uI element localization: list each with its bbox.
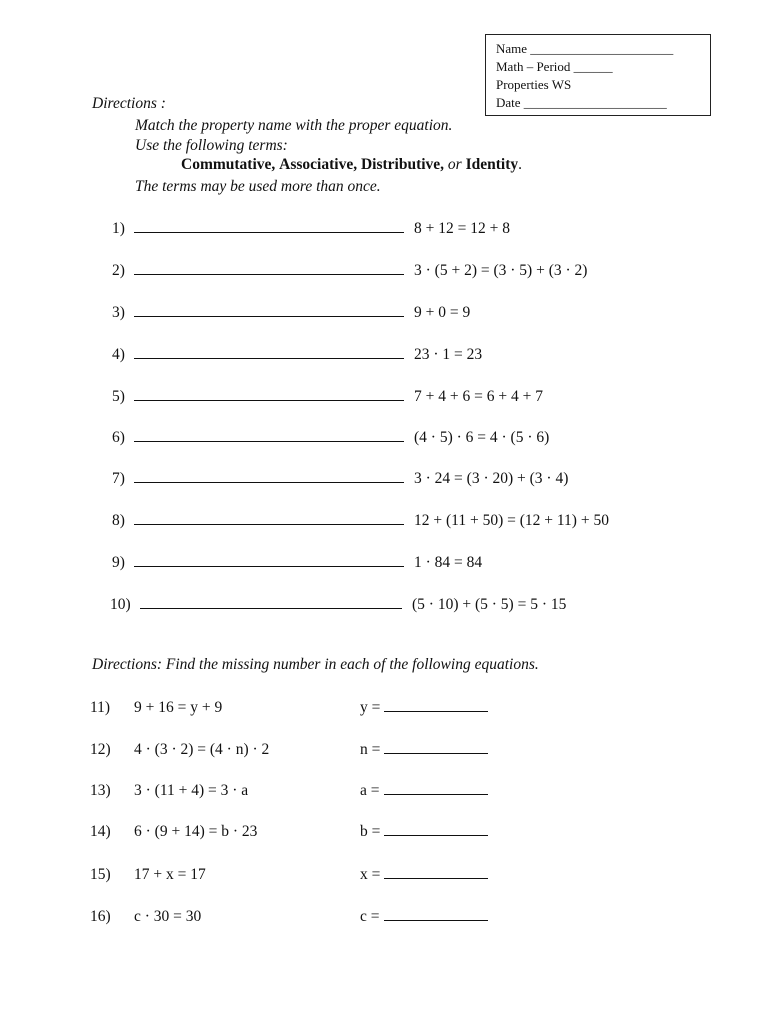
question-number: 13)	[90, 782, 111, 799]
question-row	[112, 388, 543, 406]
equation: 17 + x = 17	[134, 866, 206, 883]
answer-label: x =	[360, 866, 381, 883]
question-number: 12)	[90, 741, 111, 758]
missing-number-row	[90, 741, 488, 759]
header-box	[485, 34, 711, 116]
answer-blank[interactable]	[134, 220, 404, 233]
answer-blank[interactable]	[134, 262, 404, 275]
missing-number-row	[90, 823, 488, 841]
equation: c · 30 = 30	[134, 908, 202, 925]
equation: 3 · (11 + 4) = 3 · a	[134, 782, 249, 799]
question-number: 14)	[90, 823, 111, 840]
equation: 4 · (3 · 2) = (4 · n) · 2	[134, 741, 270, 758]
name-field[interactable]: Name ______________________	[496, 41, 674, 56]
question-number: 9)	[112, 554, 125, 571]
equation: 12 + (11 + 50) = (12 + 11) + 50	[414, 512, 609, 529]
terms-list	[181, 156, 522, 174]
question-number: 8)	[112, 512, 125, 529]
directions-2: Directions: Find the missing number in each of the following equations.	[92, 656, 539, 673]
question-number: 3)	[112, 304, 125, 321]
equation: 6 · (9 + 14) = b · 23	[134, 823, 258, 840]
equation: 9 + 16 = y + 9	[134, 699, 223, 716]
date-field[interactable]: Date ______________________	[496, 95, 667, 110]
answer-blank[interactable]	[384, 866, 488, 879]
question-number: 4)	[112, 346, 125, 363]
directions-line-4: The terms may be used more than once.	[135, 178, 381, 195]
answer-blank[interactable]	[134, 554, 404, 567]
equation: 1 · 84 = 84	[414, 554, 483, 571]
term-commutative: Commutative,	[181, 156, 276, 173]
question-number: 1)	[112, 220, 125, 237]
answer-blank[interactable]	[134, 304, 404, 317]
question-row	[112, 512, 609, 530]
answer-label: a =	[360, 782, 380, 799]
question-number: 11)	[90, 699, 111, 716]
answer-blank[interactable]	[140, 596, 402, 609]
term-or: or	[447, 156, 462, 173]
question-row	[112, 262, 587, 280]
term-identity: Identity	[465, 156, 519, 173]
answer-blank[interactable]	[134, 470, 404, 483]
question-row	[110, 596, 566, 614]
question-row	[112, 470, 568, 488]
equation: (4 · 5) · 6 = 4 · (5 · 6)	[414, 429, 550, 446]
equation: 3 · 24 = (3 · 20) + (3 · 4)	[414, 470, 569, 487]
missing-number-row	[90, 699, 488, 717]
equation: 9 + 0 = 9	[414, 304, 471, 321]
directions-label: Directions :	[92, 95, 166, 112]
missing-number-row	[90, 908, 488, 926]
term-associative: Associative,	[279, 156, 358, 173]
answer-label: b =	[360, 823, 381, 840]
question-number: 2)	[112, 262, 125, 279]
worksheet-title: Properties WS	[496, 77, 572, 92]
question-number: 16)	[90, 908, 111, 925]
directions-line-1: Match the property name with the proper equation.	[135, 117, 453, 134]
missing-number-row	[90, 782, 488, 800]
answer-blank[interactable]	[134, 346, 404, 359]
answer-blank[interactable]	[384, 782, 488, 795]
question-number: 10)	[110, 596, 131, 613]
question-number: 15)	[90, 866, 111, 883]
term-distributive: Distributive,	[360, 156, 445, 173]
answer-blank[interactable]	[384, 908, 488, 921]
question-row	[112, 346, 482, 364]
missing-number-row	[90, 866, 488, 884]
answer-blank[interactable]	[134, 429, 404, 442]
answer-label: c =	[360, 908, 380, 925]
question-row	[112, 429, 549, 447]
equation: (5 · 10) + (5 · 5) = 5 · 15	[412, 596, 567, 613]
answer-blank[interactable]	[384, 823, 488, 836]
term-period: .	[518, 156, 523, 173]
equation: 7 + 4 + 6 = 6 + 4 + 7	[414, 388, 543, 405]
question-row	[112, 554, 482, 572]
answer-blank[interactable]	[384, 699, 488, 712]
equation: 8 + 12 = 12 + 8	[414, 220, 510, 237]
question-row	[112, 304, 470, 322]
directions-line-2: Use the following terms:	[135, 137, 288, 154]
question-number: 6)	[112, 429, 125, 446]
answer-blank[interactable]	[134, 512, 404, 525]
question-number: 5)	[112, 388, 125, 405]
question-row	[112, 220, 510, 238]
answer-label: y =	[360, 699, 381, 716]
answer-label: n =	[360, 741, 381, 758]
question-number: 7)	[112, 470, 125, 487]
period-field[interactable]: Math – Period ______	[496, 59, 613, 74]
answer-blank[interactable]	[384, 741, 488, 754]
answer-blank[interactable]	[134, 388, 404, 401]
equation: 3 · (5 + 2) = (3 · 5) + (3 · 2)	[414, 262, 588, 279]
equation: 23 · 1 = 23	[414, 346, 483, 363]
